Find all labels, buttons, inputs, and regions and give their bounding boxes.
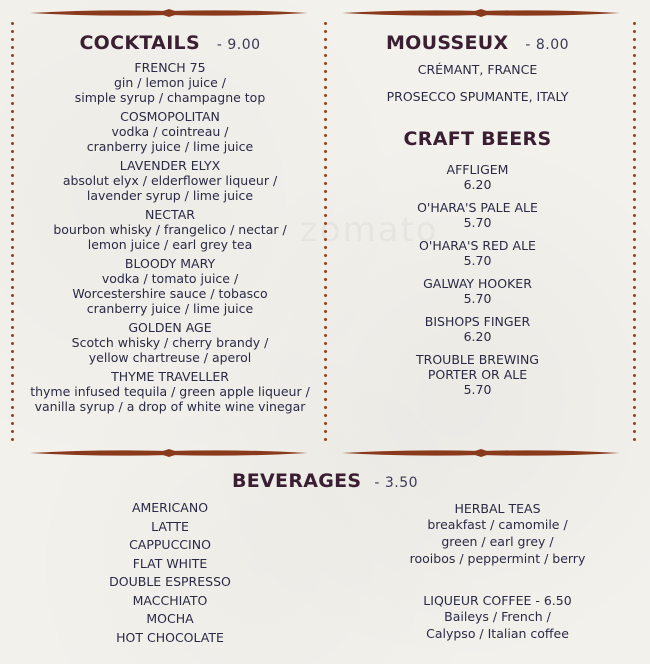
dot [324,198,327,201]
beer-price: 5.70 [463,253,492,268]
dot [11,438,14,441]
dot [11,78,14,81]
watermark: zomato [300,210,439,250]
dot [11,246,14,249]
dot [633,62,636,65]
dot [324,398,327,401]
dot [324,110,327,113]
dot [11,334,14,337]
beer-name: TROUBLE BREWING [416,352,539,367]
dot [633,142,636,145]
dot [324,166,327,169]
dot [633,326,636,329]
dot [324,158,327,161]
cocktail-item [20,320,320,365]
dot [11,150,14,153]
dot [324,46,327,49]
beverage-item: DOUBLE ESPRESSO [109,574,231,589]
dot [633,414,636,417]
dot [633,190,636,193]
dot [11,30,14,33]
dot [11,54,14,57]
dot [11,118,14,121]
dot [11,286,14,289]
cocktail-desc-line: yellow chartreuse / aperol [88,350,252,365]
dot [324,62,327,65]
cocktail-name: LAVENDER ELYX [119,158,221,173]
dot [633,94,636,97]
beer-item [330,238,625,268]
herbal-teas-section [370,501,625,567]
dot [324,438,327,441]
dot [324,118,327,121]
dot [11,414,14,417]
dot [633,158,636,161]
dot [633,350,636,353]
cocktail-desc-line: absolut elyx / elderflower liqueur / [62,173,278,188]
middle-left-ornament [30,448,308,458]
beer-price: 5.70 [463,382,492,397]
dot [11,158,14,161]
mousseux-section [330,32,625,104]
dot [324,126,327,129]
beer-price: 5.70 [463,291,492,306]
dot [11,94,14,97]
dot [633,38,636,41]
dot [633,254,636,257]
dot [11,342,14,345]
dot [633,206,636,209]
dot [633,422,636,425]
dot [324,326,327,329]
cocktail-name: COSMOPOLITAN [120,109,220,124]
beverages-price: - 3.50 [374,475,419,491]
dot [633,302,636,305]
cocktails-section [20,32,320,418]
beverage-item: AMERICANO [131,500,209,515]
mousseux-price: - 8.00 [525,37,570,53]
cocktail-desc-line: thyme infused tequila / green apple liqueur / [30,384,310,399]
cocktail-item [20,207,320,252]
dot [633,382,636,385]
dot [633,110,636,113]
dot [324,390,327,393]
dot [11,70,14,73]
beer-item [330,200,625,230]
dot [633,246,636,249]
top-right-ornament [342,8,620,18]
dot [11,86,14,89]
beer-name: O'HARA'S RED ALE [419,238,536,253]
dot [11,206,14,209]
dot [11,166,14,169]
dot [324,262,327,265]
dot [633,406,636,409]
cocktail-list [20,60,320,414]
cocktail-desc-line: lavender syrup / lime juice [86,188,254,203]
cocktail-desc-line: lemon juice / earl grey tea [87,237,253,252]
dot [633,166,636,169]
beverage-item: FLAT WHITE [132,555,208,571]
dot [324,430,327,433]
dot [633,278,636,281]
beverage-item: LATTE [151,518,189,534]
beer-name: O'HARA'S PALE ALE [417,200,538,215]
mousseux-item: CRÉMANT, FRANCE [417,62,538,77]
craft-beers-section [330,128,625,405]
beverage-item: HOT CHOCOLATE [116,629,224,645]
mousseux-item: PROSECCO SPUMANTE, ITALY [386,89,569,104]
dot [324,54,327,57]
beer-price: 6.20 [463,177,492,192]
beer-item [330,314,625,344]
cocktails-title: COCKTAILS [79,32,200,54]
beer-name: BISHOPS FINGER [424,314,531,329]
dot [324,94,327,97]
liqueur-coffee-line: Calypso / Italian coffee [426,626,569,641]
dot [633,70,636,73]
dot [324,174,327,177]
dot [633,174,636,177]
dot [324,382,327,385]
dot [324,86,327,89]
dot [11,238,14,241]
dot [633,118,636,121]
dot [633,430,636,433]
craft-beers-title: CRAFT BEERS [403,128,552,150]
dot [11,358,14,361]
dot [324,22,327,25]
dot [11,270,14,273]
dot [324,278,327,281]
dot [324,254,327,257]
dot [324,414,327,417]
cocktail-desc-line: vodka / tomato juice / [101,271,239,286]
beverages-title: BEVERAGES [231,470,362,492]
dot [324,142,327,145]
dot [633,390,636,393]
cocktail-item [20,109,320,154]
dot [11,142,14,145]
beverages-list [20,499,320,647]
dot [633,286,636,289]
dot [324,134,327,137]
dot [11,126,14,129]
liqueur-coffee-title: LIQUEUR COFFEE - 6.50 [423,593,572,608]
dot [11,430,14,433]
dot [11,278,14,281]
dot [324,366,327,369]
cocktail-desc-line: cranberry juice / lime juice [86,301,254,316]
dot [11,62,14,65]
dot [324,422,327,425]
dot [633,262,636,265]
dot [11,422,14,425]
cocktail-name: NECTAR [145,207,195,222]
dot [11,350,14,353]
dot [633,150,636,153]
dot [324,342,327,345]
dot [324,70,327,73]
dot [11,310,14,313]
cocktail-item [20,256,320,316]
cocktail-desc-line: vodka / cointreau / [111,124,229,139]
dot [11,102,14,105]
dot [633,230,636,233]
dot [324,30,327,33]
beer-price: 6.20 [463,329,492,344]
herbal-teas-desc [370,516,625,567]
cocktail-item [20,369,320,414]
dot [11,366,14,369]
dot [324,78,327,81]
herbal-teas-title: HERBAL TEAS [454,501,541,516]
beer-item [330,276,625,306]
dot [324,150,327,153]
dot [11,110,14,113]
herbal-tea-line: rooibos / peppermint / berry [409,551,586,566]
dot [324,182,327,185]
dot [633,182,636,185]
dot [633,198,636,201]
dot [11,406,14,409]
right-dotted-line [632,22,636,446]
dot [11,390,14,393]
dot [633,222,636,225]
dot [633,54,636,57]
dot [11,374,14,377]
dot [633,46,636,49]
dot [633,22,636,25]
herbal-tea-line: breakfast / camomile / [427,517,568,532]
dot [324,190,327,193]
dot [633,310,636,313]
beverages-heading [0,470,650,492]
dot [324,270,327,273]
dot [11,134,14,137]
dot [633,318,636,321]
dot [11,198,14,201]
dot [633,30,636,33]
dot [324,38,327,41]
cocktail-desc-line: bourbon whisky / frangelico / nectar / [53,222,287,237]
beer-item [330,162,625,192]
cocktail-desc-line: gin / lemon juice / [114,75,226,90]
dot [324,334,327,337]
dot [633,270,636,273]
dot [11,182,14,185]
cocktail-desc-line: Scotch whisky / cherry brandy / [71,335,269,350]
cocktail-item [20,158,320,203]
beer-price: 5.70 [463,215,492,230]
liqueur-coffee-desc [370,608,625,642]
dot [324,294,327,297]
beer-item [330,352,625,397]
dot [11,254,14,257]
dot [11,22,14,25]
middle-right-ornament [342,448,620,458]
dot [324,374,327,377]
cocktail-item [20,60,320,105]
beer-name: PORTER OR ALE [427,367,528,382]
dot [324,350,327,353]
left-dotted-line [10,22,14,446]
cocktail-name: GOLDEN AGE [128,320,212,335]
top-left-ornament [30,8,308,18]
cocktail-desc-line: vanilla syrup / a drop of white wine vinegar [34,399,306,414]
dot [633,294,636,297]
dot [324,286,327,289]
dot [324,406,327,409]
dot [11,174,14,177]
dot [11,382,14,385]
mousseux-heading [330,32,625,54]
dot [11,46,14,49]
dot [324,102,327,105]
liqueur-coffee-section [370,593,625,642]
dot [633,214,636,217]
dot [633,102,636,105]
dot [11,190,14,193]
dot [633,366,636,369]
dot [11,262,14,265]
dot [11,318,14,321]
dot [633,334,636,337]
dot [633,342,636,345]
beverage-item: MACCHIATO [132,592,208,608]
dot [633,358,636,361]
dot [633,438,636,441]
cocktails-price: - 9.00 [216,37,261,53]
dot [11,230,14,233]
dot [11,398,14,401]
dot [633,374,636,377]
liqueur-coffee-line: Baileys / French / [444,609,551,624]
herbal-tea-line: green / earl grey / [441,534,554,549]
beverage-item: CAPPUCCINO [129,537,211,552]
dot [11,302,14,305]
dot [633,238,636,241]
dot [633,134,636,137]
dot [11,214,14,217]
cocktail-name: BLOODY MARY [124,256,216,271]
beer-list [330,162,625,397]
dot [11,38,14,41]
dot [324,206,327,209]
cocktail-name: THYME TRAVELLER [111,369,229,384]
cocktail-desc-line: simple syrup / champagne top [74,90,266,105]
dot [633,398,636,401]
dot [633,126,636,129]
dot [633,78,636,81]
dot [324,310,327,313]
dot [11,222,14,225]
dot [324,302,327,305]
cocktail-name: FRENCH 75 [134,60,206,75]
beer-name: GALWAY HOOKER [423,276,532,291]
mousseux-title: MOUSSEUX [385,32,509,54]
dot [324,358,327,361]
cocktails-heading [20,32,320,54]
dot [11,326,14,329]
cocktail-desc-line: cranberry juice / lime juice [86,139,254,154]
beer-name: AFFLIGEM [446,162,509,177]
cocktail-desc-line: Worcestershire sauce / tobasco [72,286,268,301]
dot [11,294,14,297]
dot [633,86,636,89]
dot [324,318,327,321]
beverage-item: MOCHA [146,611,194,626]
